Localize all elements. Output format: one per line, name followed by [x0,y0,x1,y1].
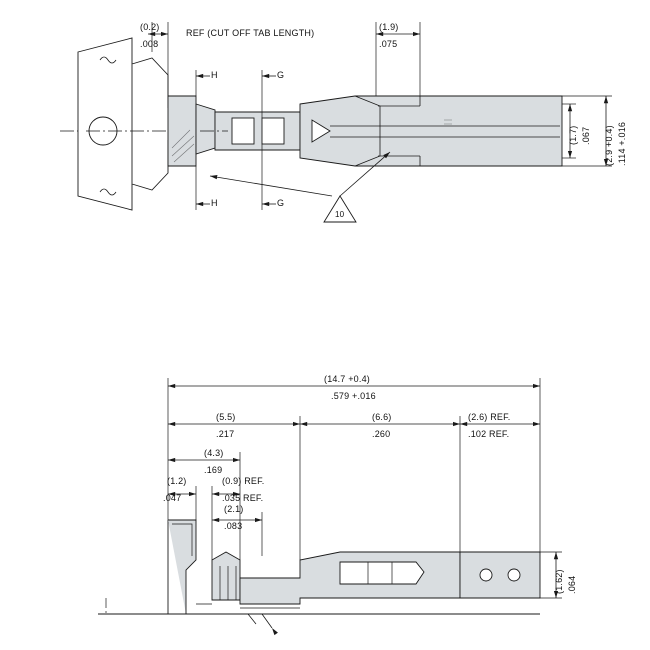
dim-cutoff-in: .008 [140,39,159,49]
dim-tab-in: .075 [379,39,398,49]
dim-height-inner-in: .067 [581,126,591,145]
dim-overall-in: .579 +.016 [331,391,376,401]
dim-b-mm: (6.6) [372,412,392,422]
dim-overall-mm: (14.7 +0.4) [324,374,370,384]
dim-g-in: .083 [224,521,243,531]
dim-cutoff-mm: (0.2) [140,22,160,32]
dim-height-outer-mm: (2.9 +0.4) [604,125,614,166]
dim-e-mm: (1.2) [167,476,187,486]
dim-b-in: .260 [372,429,391,439]
dim-e-in: .047 [163,493,182,503]
dim-c-in: .102 REF. [468,429,510,439]
leader-h-top: H [211,70,218,80]
dim-f-in: .035 REF. [222,493,264,503]
dim-c-mm: (2.6) REF. [468,412,511,422]
dim-d-in: .169 [204,465,223,475]
dim-h-in: .064 [567,575,577,594]
dim-a-in: .217 [216,429,235,439]
dim-height-inner-mm: (1.7) [568,125,578,145]
leader-g-bottom: G [277,198,285,208]
flag-note-10: 10 [335,210,345,219]
cutoff-ref-note: REF (CUT OFF TAB LENGTH) [186,28,315,38]
dim-h-mm: (1.62) [554,569,564,594]
leader-g-top: G [277,70,285,80]
dim-tab-mm: (1.9) [379,22,399,32]
top-view-geometry [60,22,612,222]
dim-d-mm: (4.3) [204,448,224,458]
dim-f-mm: (0.9) REF. [222,476,265,486]
leader-h-bottom: H [211,198,218,208]
dim-g-mm: (2.1) [224,504,244,514]
dim-a-mm: (5.5) [216,412,236,422]
dim-height-outer-in: .114 +.016 [617,121,627,166]
